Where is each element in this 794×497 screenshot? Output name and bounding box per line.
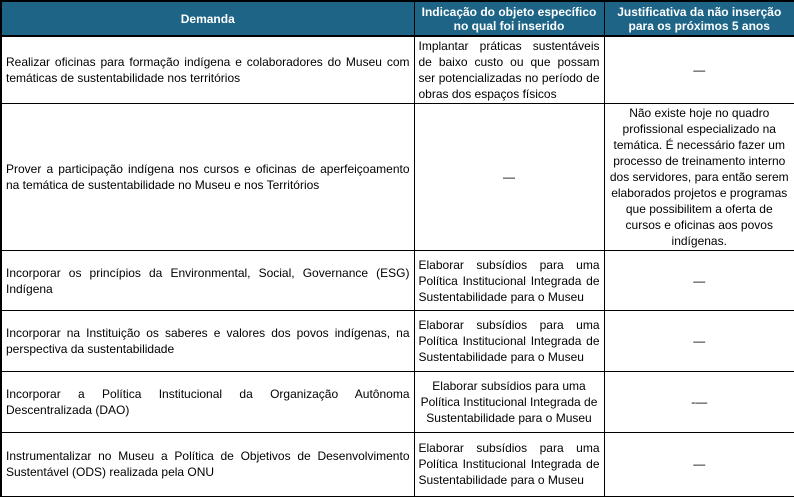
cell-justificativa: —	[604, 251, 794, 311]
cell-indicacao: —	[414, 104, 604, 251]
column-header-demanda: Demanda	[1, 1, 414, 36]
cell-indicacao: Elaborar subsídios para uma Política Institucional Integrada de Sustentabilidade para o Museu	[414, 311, 604, 372]
header-row	[1, 1, 794, 36]
table-row	[1, 36, 794, 104]
table-row	[1, 372, 794, 433]
cell-indicacao: Elaborar subsídios para uma Política Institucional Integrada de Sustentabilidade para o Museu	[414, 433, 604, 497]
cell-indicacao: Implantar práticas sustentáveis de baixo custo ou que possam ser potencializadas no período de obras dos espaços físicos	[414, 36, 604, 104]
cell-demanda: Incorporar na Instituição os saberes e valores dos povos indígenas, na perspectiva da sustentabilidade	[1, 311, 414, 372]
cell-indicacao: Elaborar subsídios para uma Política Institucional Integrada de Sustentabilidade para o Museu	[414, 372, 604, 433]
cell-justificativa: —	[604, 36, 794, 104]
cell-demanda: Prover a participação indígena nos cursos e oficinas de aperfeiçoamento na temática de sustentabilidade no Museu e nos Territórios	[1, 104, 414, 251]
table-row	[1, 104, 794, 251]
column-header-indicacao: Indicação do objeto específico no qual foi inserido	[414, 1, 604, 36]
cell-justificativa: Não existe hoje no quadro profissional especializado na temática. É necessário fazer um processo de treinamento interno dos servidores, para então serem elaborados projetos e programas que possibilitem a oferta de cursos e oficinas aos povos indígenas.	[604, 104, 794, 251]
cell-indicacao: Elaborar subsídios para uma Política Institucional Integrada de Sustentabilidade para o Museu	[414, 251, 604, 311]
table-row	[1, 251, 794, 311]
cell-justificativa: —	[604, 433, 794, 497]
cell-demanda: Incorporar a Política Institucional da Organização Autônoma Descentralizada (DAO)	[1, 372, 414, 433]
cell-demanda: Instrumentalizar no Museu a Política de Objetivos de Desenvolvimento Sustentável (ODS) realizada pela ONU	[1, 433, 414, 497]
cell-justificativa: -—	[604, 372, 794, 433]
column-header-justificativa: Justificativa da não inserção para os próximos 5 anos	[604, 1, 794, 36]
cell-justificativa: —	[604, 311, 794, 372]
cell-demanda: Incorporar os princípios da Environmental, Social, Governance (ESG) Indígena	[1, 251, 414, 311]
table-row	[1, 433, 794, 497]
cell-demanda: Realizar oficinas para formação indígena e colaboradores do Museu com temáticas de sustentabilidade nos territórios	[1, 36, 414, 104]
table-row	[1, 311, 794, 372]
